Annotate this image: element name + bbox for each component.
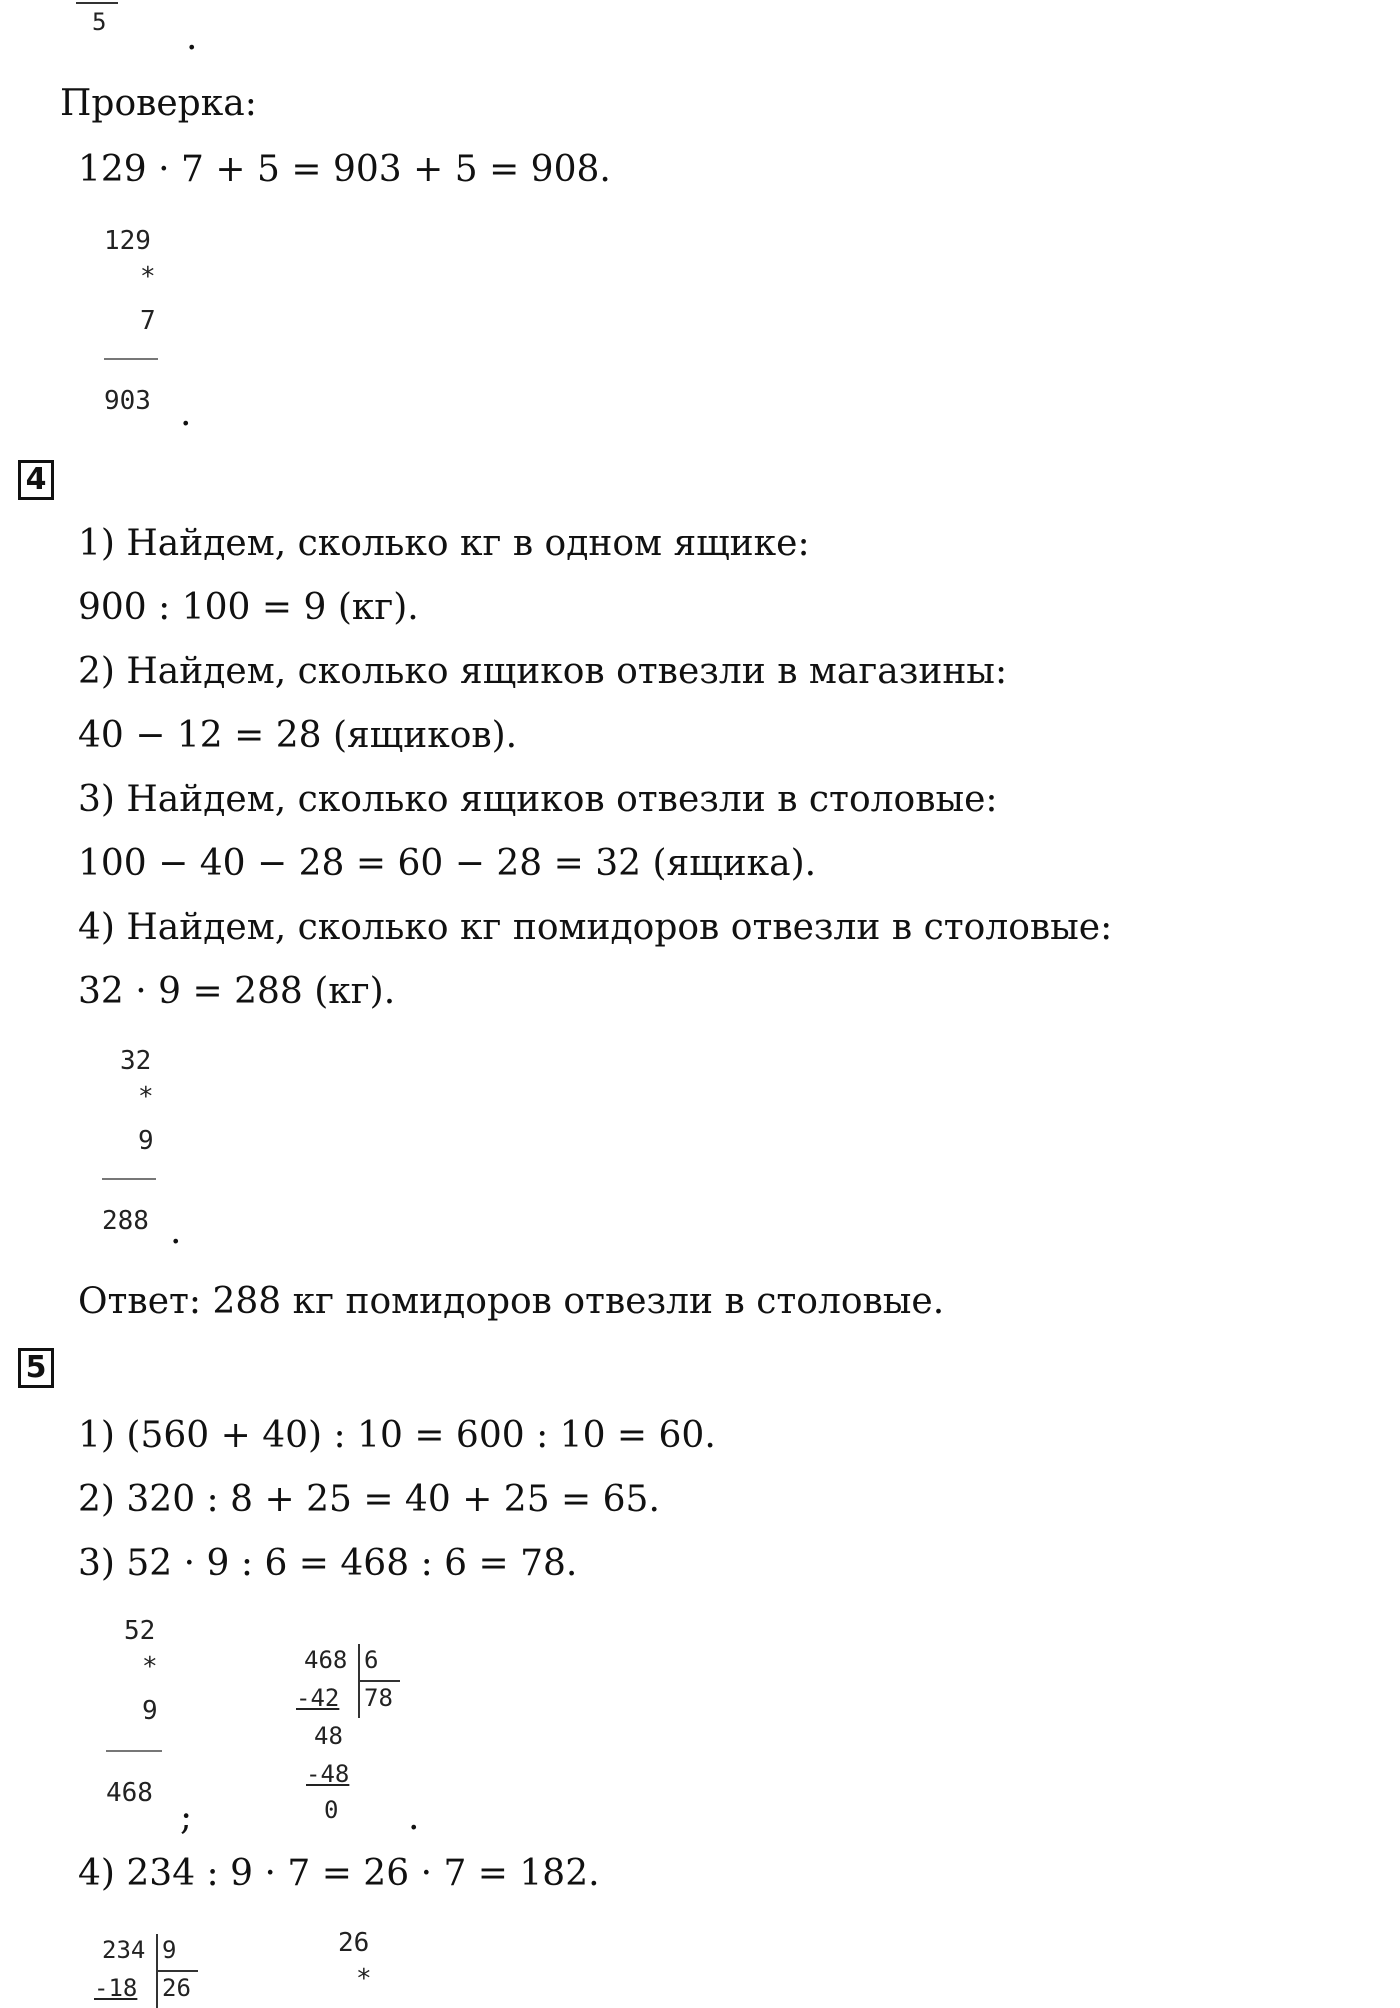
task5-line-2: 2) 320 : 8 + 25 = 40 + 25 = 65. (78, 1479, 660, 1520)
div1-dot: . (408, 1797, 420, 1838)
task4-answer: Ответ: 288 кг помидоров отвезли в столовые. (78, 1281, 945, 1322)
check-mult-b: 7 (140, 306, 156, 336)
task5-mult-a: 52 (124, 1616, 156, 1646)
task5-line-3: 3) 52 · 9 : 6 = 468 : 6 = 78. (78, 1543, 578, 1584)
task4-mult-result: 288 (102, 1206, 149, 1236)
task5-line-4: 4) 234 : 9 · 7 = 26 · 7 = 182. (78, 1853, 600, 1894)
div1-quotient: 78 (364, 1684, 393, 1712)
check-label: Проверка: (60, 83, 257, 124)
div1-dividend: 468 (304, 1646, 348, 1674)
top-dot: . (186, 17, 198, 58)
task-5-number: 5 (18, 1348, 54, 1388)
task4-line-7: 4) Найдем, сколько кг помидоров отвезли в столовые: (78, 907, 1113, 948)
task5-mult2-a: 26 (338, 1928, 370, 1958)
task4-mult-line (102, 1178, 156, 1180)
task5-semicolon: ; (180, 1797, 193, 1838)
check-dot: . (180, 393, 192, 434)
task5-mult2-op: * (356, 1964, 372, 1994)
check-mult-op: * (140, 262, 156, 292)
div1-divisor: 6 (364, 1646, 379, 1674)
top-remainder: 5 (92, 8, 107, 36)
div1-divisor-line (360, 1680, 400, 1682)
task5-mult-b: 9 (142, 1696, 158, 1726)
task4-mult-a: 32 (120, 1046, 152, 1076)
task5-line-1: 1) (560 + 40) : 10 = 600 : 10 = 60. (78, 1415, 716, 1456)
div1-remainder-2: 0 (324, 1796, 339, 1824)
task4-line-3: 2) Найдем, сколько ящиков отвезли в магазины: (78, 651, 1008, 692)
div2-divisor: 9 (162, 1936, 177, 1964)
div1-subtract-1: -42 (296, 1684, 340, 1712)
task4-line-4: 40 − 12 = 28 (ящиков). (78, 715, 518, 756)
div2-divisor-line (158, 1970, 198, 1972)
div2-dividend: 234 (102, 1936, 146, 1964)
task4-line-2: 900 : 100 = 9 (кг). (78, 587, 419, 628)
task4-mult-b: 9 (138, 1126, 154, 1156)
task4-line-5: 3) Найдем, сколько ящиков отвезли в столовые: (78, 779, 998, 820)
task5-mult-line (106, 1750, 162, 1752)
check-mult-result: 903 (104, 386, 151, 416)
task5-mult-op: * (142, 1652, 158, 1682)
task5-mult-result: 468 (106, 1778, 153, 1808)
task4-line-8: 32 · 9 = 288 (кг). (78, 971, 396, 1012)
check-expression: 129 · 7 + 5 = 903 + 5 = 908. (78, 149, 611, 190)
div2-subtract-1: -18 (94, 1974, 138, 2002)
task4-line-6: 100 − 40 − 28 = 60 − 28 = 32 (ящика). (78, 843, 817, 884)
check-mult-line (104, 358, 158, 360)
top-fraction-line (76, 2, 118, 4)
task4-line-1: 1) Найдем, сколько кг в одном ящике: (78, 523, 810, 564)
div2-quotient: 26 (162, 1974, 191, 2002)
div1-subtract-2: -48 (306, 1760, 350, 1788)
check-mult-a: 129 (104, 226, 151, 256)
div1-remainder-1: 48 (314, 1722, 343, 1750)
task4-mult-op: * (138, 1082, 154, 1112)
task4-dot: . (170, 1211, 182, 1252)
task-4-number: 4 (18, 460, 54, 500)
